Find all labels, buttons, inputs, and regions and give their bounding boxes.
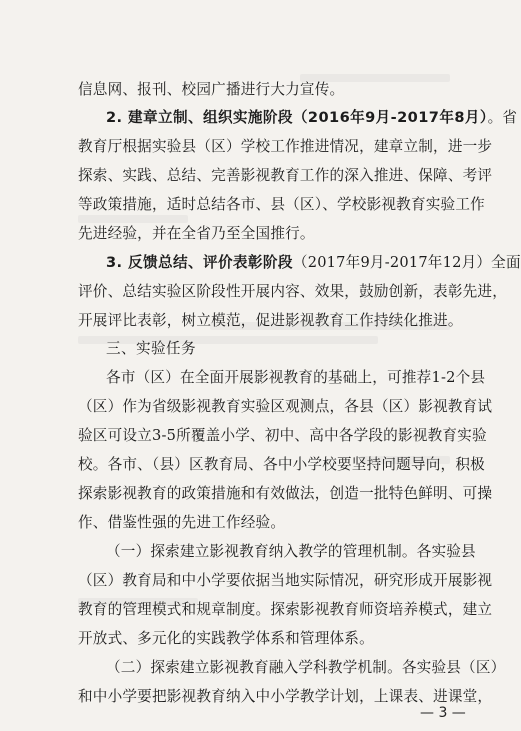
section-heading: 三、实验任务 xyxy=(106,340,196,357)
body-line: 探索、实践、总结、完善影视教育工作的深入推进、保障、考评 xyxy=(78,167,493,184)
body-line: 校。各市、（县）区教育局、各中小学校要坚持问题导向，积极 xyxy=(78,456,485,473)
body-line: （二）探索建立影视教育融入学科教学机制。各实验县（区） xyxy=(106,659,506,676)
phase-3-line xyxy=(106,253,521,273)
bleed-through-mark xyxy=(78,215,188,223)
body-line: 信息网、报刊、校园广播进行大力宣传。 xyxy=(78,81,345,98)
body-line: 先进经验，并在全省乃至全国推行。 xyxy=(78,225,315,242)
body-line: （区）教育局和中小学要依据当地实际情况，研究形成开展影视 xyxy=(78,572,493,589)
body-line: 和中小学要把影视教育纳入中小学教学计划，上课表、进课堂， xyxy=(78,688,493,705)
body-line: 评价、总结实验区阶段性开展内容、效果，鼓励创新，表彰先进， xyxy=(78,283,508,300)
body-line: 各市（区）在全面开展影视教育的基础上，可推荐1-2个县 xyxy=(106,369,486,386)
body-line: 验区可设立3-5所覆盖小学、初中、高中各学段的影视教育实验 xyxy=(78,427,487,444)
body-line: 开展评比表彰，树立模范，促进影视教育工作持续化推进。 xyxy=(78,312,463,329)
body-line: 等政策措施，适时总结各市、县（区）、学校影视教育实验工作 xyxy=(78,196,485,213)
page-number: — 3 — xyxy=(420,705,466,721)
body-line: 开放式、多元化的实践教学体系和管理体系。 xyxy=(78,630,374,647)
phase-3-title: 3. 反馈总结、评价表彰阶段 xyxy=(106,254,293,271)
phase-2-title: 2. 建章立制、组织实施阶段（2016年9月-2017年8月） xyxy=(106,109,488,126)
body-line: 作、借鉴性强的先进工作经验。 xyxy=(78,514,286,531)
phase-3-rest: （2017年9月-2017年12月）全面 xyxy=(292,254,521,271)
body-line: 教育的管理模式和规章制度。探索影视教育师资培养模式，建立 xyxy=(78,601,493,618)
body-line: 探索影视教育的政策措施和有效做法，创造一批特色鲜明、可操 xyxy=(78,485,493,502)
body-line: （区）作为省级影视教育实验区观测点，各县（区）影视教育试 xyxy=(78,398,493,415)
phase-2-line xyxy=(106,108,518,128)
phase-2-rest: 。省 xyxy=(487,109,518,126)
body-line: 教育厅根据实验县（区）学校工作推进情况，建章立制，进一步 xyxy=(78,138,493,155)
body-line: （一）探索建立影视教育纳入教学的管理机制。各实验县 xyxy=(106,543,476,560)
